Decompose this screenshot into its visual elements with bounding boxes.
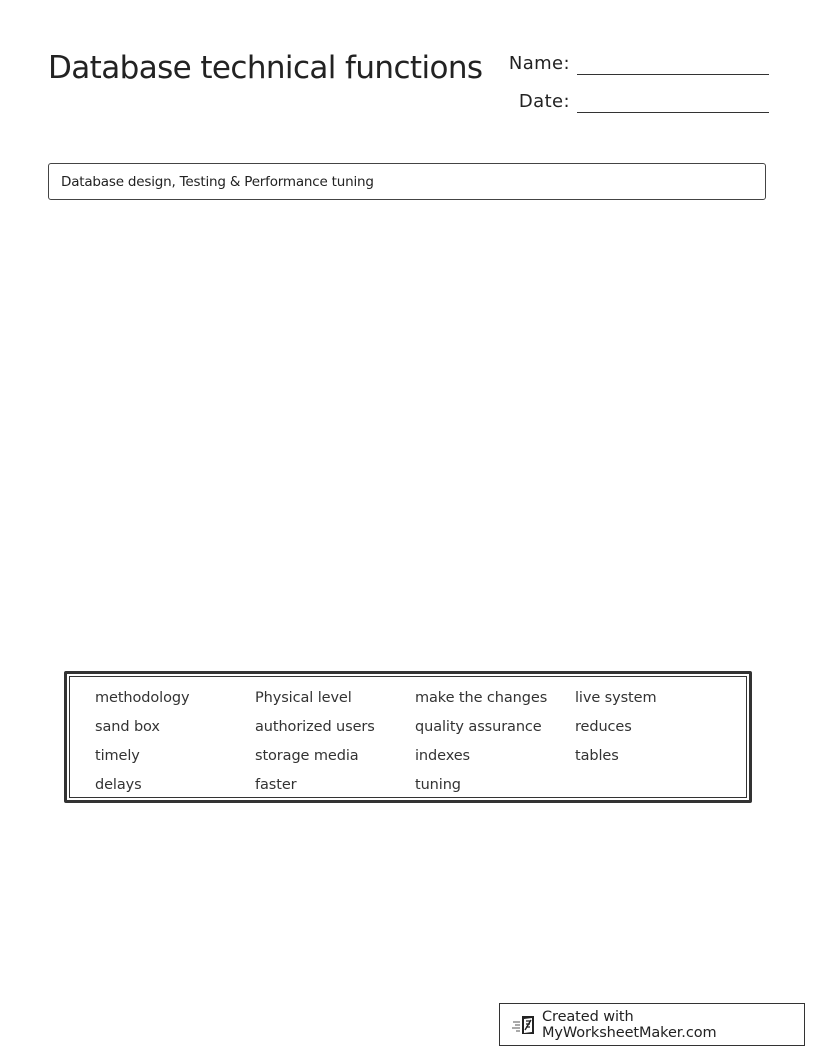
word-bank-item: make the changes [415, 690, 548, 706]
worksheet-maker-logo-icon [512, 1014, 536, 1036]
footer-text: Created with MyWorksheetMaker.com [542, 1008, 717, 1041]
subtitle-box [48, 163, 766, 200]
date-field [500, 91, 769, 113]
word-bank-item: reduces [575, 719, 632, 735]
word-bank [64, 671, 752, 803]
word-bank-inner-border [69, 676, 747, 798]
name-input-line[interactable] [577, 74, 769, 75]
name-label: Name: [508, 53, 570, 74]
word-bank-item: methodology [95, 690, 190, 706]
word-bank-item: authorized users [255, 719, 375, 735]
footer-badge[interactable] [499, 1003, 805, 1046]
word-bank-item: sand box [95, 719, 160, 735]
word-bank-item: live system [575, 690, 657, 706]
word-bank-item: timely [95, 748, 140, 764]
word-bank-item: delays [95, 777, 142, 793]
word-bank-item: storage media [255, 748, 359, 764]
word-bank-item: Physical level [255, 690, 352, 706]
word-bank-item [575, 771, 735, 800]
page-title: Database technical functions [48, 50, 483, 86]
subtitle-text: Database design, Testing & Performance tuning [61, 173, 374, 190]
name-field [500, 53, 769, 75]
word-bank-item: indexes [415, 748, 470, 764]
word-bank-item: quality assurance [415, 719, 542, 735]
word-bank-item: tables [575, 748, 619, 764]
date-label: Date: [518, 91, 570, 112]
word-bank-item: tuning [415, 777, 461, 793]
date-input-line[interactable] [577, 112, 769, 113]
word-grid [95, 684, 735, 800]
word-bank-item: faster [255, 777, 297, 793]
